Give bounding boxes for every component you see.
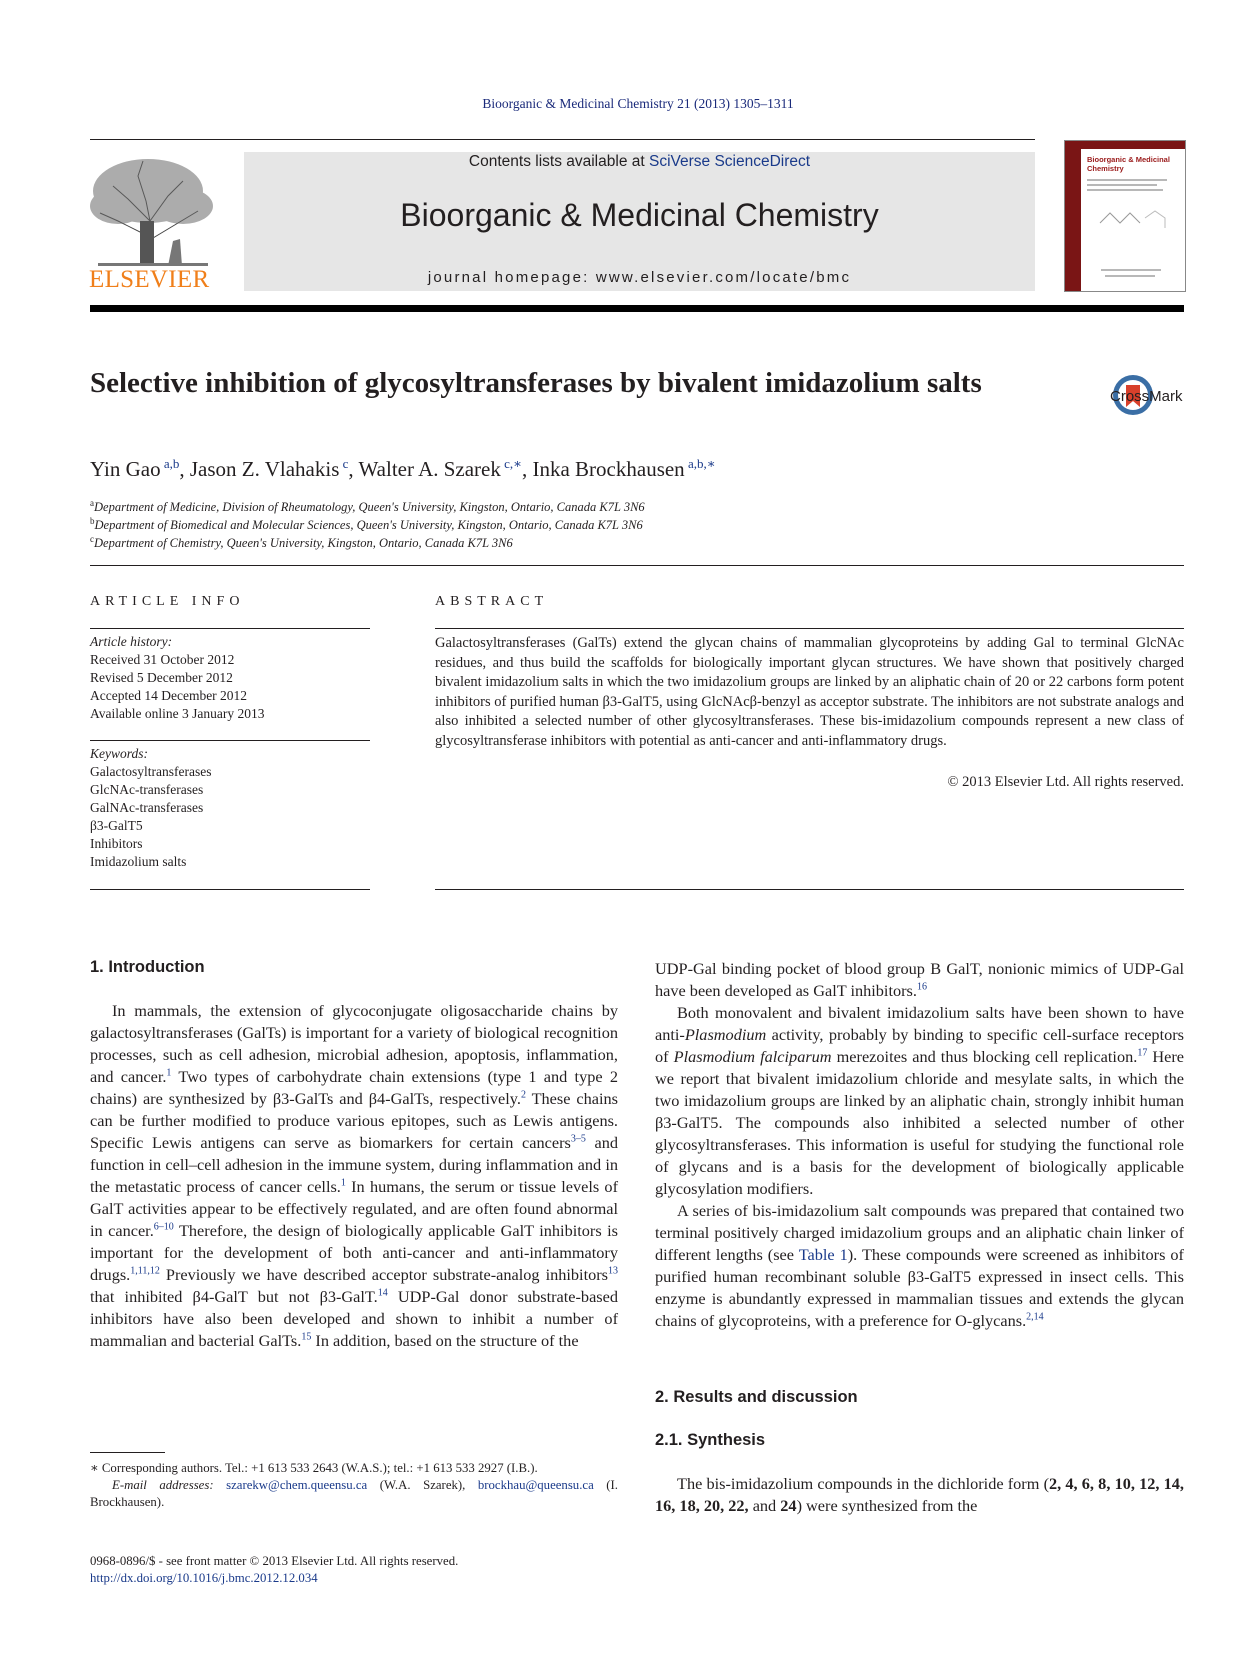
text-run: that inhibited β4-GalT but not β3-GalT.	[90, 1287, 378, 1306]
keyword: GalNAc-transferases	[90, 800, 204, 815]
keyword: GlcNAc-transferases	[90, 782, 204, 797]
right-column-text	[655, 958, 1184, 1332]
cover-spine	[1065, 141, 1081, 291]
section-heading-introduction: 1. Introduction	[90, 958, 205, 976]
text-run: Therefore, the design of biologically applicable GalT inhibitors is important for the development of both anti-cancer and anti-inflammatory drugs.	[90, 1221, 618, 1284]
subsection-heading-synthesis: 2.1. Synthesis	[655, 1431, 766, 1449]
sciencedirect-link[interactable]: SciVerse ScienceDirect	[648, 153, 811, 170]
text-run: Two types of carbohydrate chain extensions (type 1 and type 2 chains) are synthesized by β3-GalTs and β4-GalTs, respectively.	[90, 1067, 618, 1108]
email-label: E-mail addresses:	[112, 1478, 227, 1492]
corresponding-author-footnote	[90, 1460, 618, 1511]
doi-link[interactable]: http://dx.doi.org/10.1016/j.bmc.2012.12.034	[90, 1571, 318, 1585]
cover-line	[1087, 189, 1163, 191]
text-run: In mammals, the extension of glycoconjugate oligosaccharide chains by galactosyltransferases (GalTs) is important for a variety of biological recognition processes, such as cell adhesion, microbial adhesion, apoptosis, inflammation, and cancer.	[90, 1001, 618, 1086]
front-matter-footer	[90, 1553, 458, 1587]
keyword: Imidazolium salts	[90, 854, 187, 869]
cover-line	[1105, 275, 1155, 277]
email-link-brockhausen[interactable]: brockhau@queensu.ca	[477, 1478, 594, 1492]
text-run: merezoites and thus blocking cell replication.	[831, 1047, 1138, 1066]
citation-link[interactable]: 6–10	[153, 1221, 174, 1233]
history-item: Available online 3 January 2013	[90, 706, 265, 721]
author-separator: ,	[348, 457, 359, 481]
text-run: Both monovalent and bivalent imidazolium salts have been shown to have anti-	[655, 1003, 1184, 1044]
citation-link[interactable]: 15	[301, 1331, 312, 1343]
text-run: In humans, the serum or tissue levels of GalT activities appear to be effectively regulated, and are often found abnormal in cancer.	[90, 1177, 618, 1240]
journal-reference[interactable]: Bioorganic & Medicinal Chemistry 21 (2013) 1305–1311	[482, 96, 794, 111]
front-matter-line: 0968-0896/$ - see front matter © 2013 Elsevier Ltd. All rights reserved.	[90, 1554, 459, 1568]
author-list	[90, 456, 716, 482]
article-info-heading: ARTICLE INFO	[90, 594, 245, 609]
cover-line	[1087, 179, 1167, 181]
citation-link[interactable]: 1,11,12	[130, 1265, 160, 1277]
corresponding-note: ∗ Corresponding authors. Tel.: +1 613 533 2643 (W.A.S.); tel.: +1 613 533 2927 (I.B.).	[90, 1461, 538, 1475]
section-heading-results: 2. Results and discussion	[655, 1388, 858, 1406]
text-run: activity, probably by binding to specific cell-surface receptors of	[655, 1025, 1184, 1066]
table-1-link[interactable]: Table 1	[798, 1245, 848, 1264]
compound-numbers: 2, 4, 6, 8, 10, 12, 14, 16, 18, 20, 22,	[655, 1474, 1184, 1515]
author-name: Walter A. Szarek	[358, 457, 501, 481]
author-separator: ,	[179, 457, 190, 481]
header-rule	[90, 139, 1035, 140]
affiliation	[90, 516, 643, 533]
article-info-divider	[90, 740, 370, 741]
citation-link[interactable]: 2,14	[1026, 1311, 1044, 1323]
history-item: Received 31 October 2012	[90, 652, 235, 667]
cover-bar	[1081, 141, 1185, 149]
crossmark-label[interactable]: CrossMark	[1110, 388, 1183, 405]
author-name: Yin Gao	[90, 457, 161, 481]
author-affiliation-mark[interactable]: c,∗	[500, 456, 522, 471]
email-link-szarek[interactable]: szarekw@chem.queensu.ca	[226, 1478, 368, 1492]
abstract-bottom-rule	[435, 889, 1184, 890]
footnote-rule	[90, 1452, 165, 1453]
text-run: and function in cell–cell adhesion in the immune system, during inflammation and in the metastatic process of cancer cells.	[90, 1133, 618, 1196]
abstract-heading: ABSTRACT	[435, 594, 549, 609]
contents-prefix: Contents lists available at	[468, 153, 649, 170]
author-affiliation-mark[interactable]: a,b	[160, 456, 180, 471]
keywords-label: Keywords:	[90, 746, 148, 761]
text-run: and	[748, 1496, 781, 1515]
abstract-text: Galactosyltransferases (GalTs) extend the glycan chains of mammalian glycoproteins by adding Gal to terminal GlcNAc residues, and thus build the scaffolds for biologically important glycan structures. We have shown that positively charged bivalent imidazolium salts in which the two imidazolium groups are linked by an aliphatic chain of 20 or 22 carbons form potent inhibitors of purified human β3-GalT5, using GlcNAcβ-benzyl as acceptor substrate. The inhibitors are not substrate analogs and also inhibited a selected number of other glycosyltransferases. These bis-imidazolium compounds represent a new class of glycosyltransferase inhibitors with potential as anti-cancer and anti-inflammatory drugs.	[435, 635, 1184, 749]
italic-term: Plasmodium falciparum	[673, 1047, 832, 1066]
citation-link[interactable]: 2	[520, 1089, 526, 1101]
synthesis-paragraph	[655, 1473, 1184, 1517]
cover-title: Bioorganic & Medicinal Chemistry	[1087, 155, 1170, 173]
citation-link[interactable]: 3–5	[570, 1133, 586, 1145]
text-run: A series of bis-imidazolium salt compounds was prepared that contained two terminal positively charged imidazolium groups and an aliphatic chain linker of different lengths (see	[655, 1201, 1184, 1264]
affiliation-mark: a	[90, 498, 94, 508]
article-title: Selective inhibition of glycosyltransferases by bivalent imidazolium salts	[90, 367, 982, 399]
affiliation	[90, 534, 513, 551]
citation-link[interactable]: 16	[916, 981, 927, 993]
text-run: Previously we have described acceptor substrate-analog inhibitors	[159, 1265, 608, 1284]
introduction-paragraph	[90, 1000, 618, 1352]
affiliation-text: Department of Chemistry, Queen's University, Kingston, Ontario, Canada K7L 3N6	[94, 536, 513, 551]
keyword: Inhibitors	[90, 836, 143, 851]
history-label: Article history:	[90, 634, 173, 649]
keyword: β3-GalT5	[90, 818, 143, 833]
citation-link[interactable]: 13	[608, 1265, 618, 1277]
text-run: UDP-Gal donor substrate-based inhibitors have also been developed and shown to inhibit a number of mammalian and bacterial GalTs.	[90, 1287, 618, 1350]
masthead-thick-rule	[90, 305, 1184, 312]
text-run: The bis-imidazolium compounds in the dichloride form (	[677, 1474, 1049, 1493]
affiliation-text: Department of Biomedical and Molecular Sciences, Queen's University, Kingston, Ontario, Canada K7L 3N6	[94, 518, 643, 533]
citation-link[interactable]: 1	[166, 1067, 172, 1079]
author-name: Inka Brockhausen	[532, 457, 685, 481]
text-run: These chains can be further modified to produce various epitopes, such as Lewis antigens. Specific Lewis antigens can serve as biomarkers for certain cancers	[90, 1089, 618, 1152]
affiliation-mark: c	[90, 534, 94, 544]
author-affiliation-mark[interactable]: a,b,∗	[684, 456, 716, 471]
keywords	[90, 745, 211, 871]
cover-line	[1087, 184, 1157, 186]
email-owner: (W.A. Szarek),	[367, 1478, 478, 1492]
text-run: UDP-Gal binding pocket of blood group B GalT, nonionic mimics of UDP-Gal have been developed as GalT inhibitors.	[655, 959, 1184, 1000]
cover-structure-graphic	[1095, 203, 1175, 233]
abstract-copyright: © 2013 Elsevier Ltd. All rights reserved.	[947, 774, 1184, 790]
contents-line	[244, 153, 1035, 171]
journal-cover-thumbnail[interactable]	[1064, 140, 1186, 292]
article-info-rule	[90, 628, 370, 629]
text-run: In addition, based on the structure of the	[311, 1331, 579, 1350]
affiliation-mark: b	[90, 516, 95, 526]
affiliation	[90, 498, 645, 515]
email-owner: (I. Brockhausen).	[90, 1478, 618, 1509]
italic-term: Plasmodium	[684, 1025, 767, 1044]
author-name: Jason Z. Vlahakis	[189, 457, 340, 481]
abstract-rule	[435, 628, 1184, 629]
history-item: Accepted 14 December 2012	[90, 688, 248, 703]
affiliation-rule	[90, 565, 1184, 566]
author-separator: ,	[521, 457, 533, 481]
citation-link[interactable]: 17	[1137, 1047, 1148, 1059]
text-run: ). These compounds were screened as inhibitors of purified human recombinant soluble β3-GalT5 expressed in insect cells. This enzyme is abundantly expressed in mammalian tissues and extends the glycan chains of glycoproteins, with a preference for O-glycans.	[655, 1245, 1184, 1330]
citation-link[interactable]: 1	[340, 1177, 346, 1189]
cover-line	[1101, 269, 1161, 271]
elsevier-wordmark: ELSEVIER	[89, 266, 210, 293]
text-run: ) were synthesized from the	[796, 1496, 978, 1515]
journal-title: Bioorganic & Medicinal Chemistry	[400, 197, 879, 233]
text-run: Here we report that bivalent imidazolium chloride and mesylate salts, in which the two imidazolium groups are linked by an aliphatic chain, strongly inhibit human β3-GalT5. The compounds also inhibited a selected number of other glycosyltransferases. This information is useful for studying the functional role of glycans and is a basis for the development of biologically applicable glycosylation modifiers.	[655, 1047, 1185, 1198]
article-history	[90, 633, 264, 723]
author-affiliation-mark[interactable]: c	[339, 456, 349, 471]
article-info-bottom-rule	[90, 889, 370, 890]
journal-homepage[interactable]: journal homepage: www.elsevier.com/locate/bmc	[427, 269, 852, 286]
citation-link[interactable]: 14	[377, 1287, 388, 1299]
affiliation-text: Department of Medicine, Division of Rheumatology, Queen's University, Kingston, Ontario, Canada K7L 3N6	[94, 500, 645, 515]
keyword: Galactosyltransferases	[90, 764, 212, 779]
history-item: Revised 5 December 2012	[90, 670, 233, 685]
compound-number: 24	[780, 1496, 797, 1515]
